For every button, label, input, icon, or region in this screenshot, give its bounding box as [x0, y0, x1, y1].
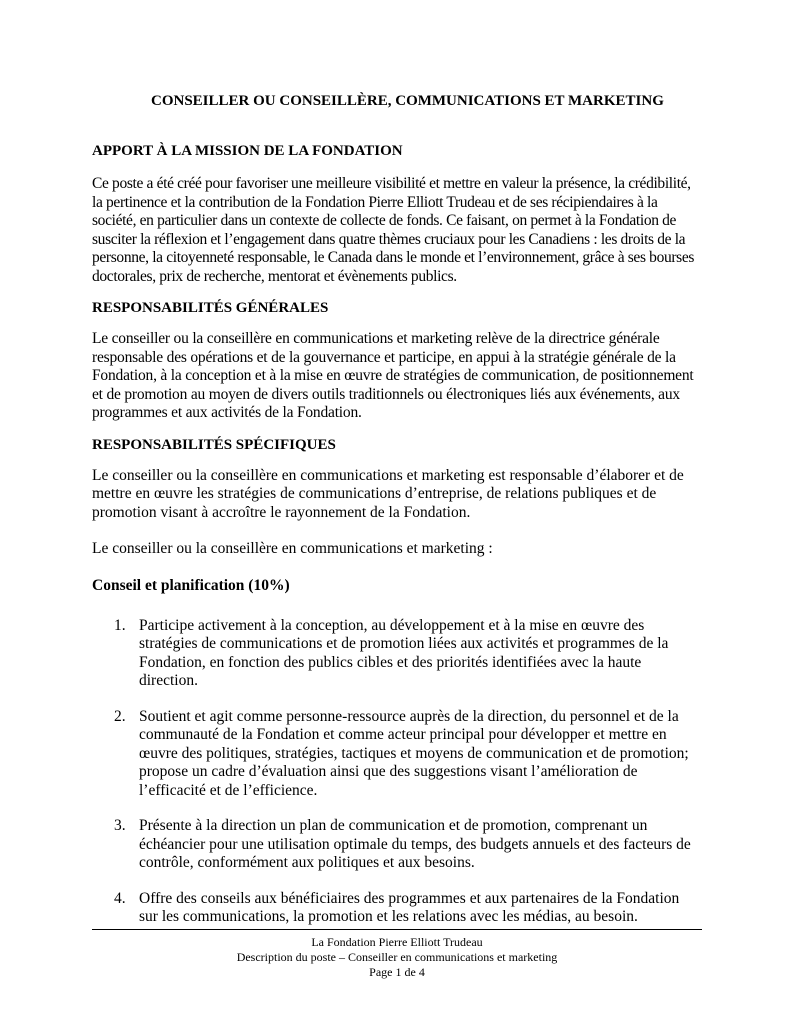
page-footer: [92, 929, 702, 980]
general-responsibilities-paragraph: Le conseiller ou la conseillère en communications et marketing relève de la directrice générale responsable des opérations et de la gouvernance et participe, en appui à la stratégie générale de la Fondation, à la conception et à la mise en œuvre de stratégies de communication, de positionnement et de promotion au moyen de divers outils traditionnels ou électroniques liés aux événements, aux programmes et aux activités de la Fondation.: [92, 330, 694, 421]
list-item-number: 3.: [114, 817, 126, 834]
list-item-text: Participe activement à la conception, au développement et à la mise en œuvre des stratégies de communications et de promotion liées aux activités et programmes de la Fondation, en fonction des publics cibles et des priorités identifiées avec la haute direction.: [139, 616, 669, 689]
specific-responsibilities-intro: Le conseiller ou la conseillère en communications et marketing :: [92, 540, 493, 557]
footer-page-number: Page 1 de 4: [369, 965, 425, 979]
document-page: [92, 92, 702, 944]
list-item: [92, 890, 702, 927]
list-item-text: Présente à la direction un plan de communication et de promotion, comprenant un échéancier pour une utilisation optimale du temps, des budgets annuels et des facteurs de contrôle, conformément aux politiques et aux besoins.: [139, 817, 691, 871]
list-item: [92, 708, 702, 801]
list-item: [92, 617, 702, 691]
footer-organization: La Fondation Pierre Elliott Trudeau: [311, 935, 483, 949]
specific-responsibilities-paragraph: Le conseiller ou la conseillère en communications et marketing est responsable d’élaborer et de mettre en œuvre les stratégies de communications d’entreprise, de relations publiques et de promotion visant à accroître le rayonnement de la Fondation.: [92, 466, 684, 521]
list-item-text: Offre des conseils aux bénéficiaires des programmes et aux partenaires de la Fondation sur les communications, la promotion et les relations avec les médias, au besoin.: [139, 889, 680, 925]
general-responsibilities-heading: RESPONSABILITÉS GÉNÉRALES: [92, 300, 329, 316]
document-title: CONSEILLER OU CONSEILLÈRE, COMMUNICATIONS ET MARKETING: [151, 93, 664, 109]
footer-description: Description du poste – Conseiller en communications et marketing: [236, 950, 558, 964]
specific-responsibilities-heading: RESPONSABILITÉS SPÉCIFIQUES: [92, 436, 336, 453]
conseil-list: [92, 617, 702, 927]
list-item-number: 1.: [114, 616, 126, 634]
mission-paragraph: Ce poste a été créé pour favoriser une meilleure visibilité et mettre en valeur la présence, la crédibilité, la pertinence et la contribution de la Fondation Pierre Elliott Trudeau et de ses récipiendaires à la société, en particulier dans un contexte de collecte de fonds. Ce faisant, on permet à la Fondation de susciter la réflexion et l’engagement dans quatre thèmes cruciaux pour les Canadiens : les droits de la personne, la citoyenneté responsable, le Canada dans le monde et l’environnement, grâce à ses bourses doctorales, prix de recherche, mentorat et évènements publics.: [92, 175, 695, 285]
list-item-number: 4.: [114, 889, 126, 907]
mission-heading: APPORT À LA MISSION DE LA FONDATION: [92, 143, 403, 159]
conseil-planification-heading: Conseil et planification (10%): [92, 576, 290, 594]
list-item-number: 2.: [114, 707, 126, 725]
list-item: [92, 817, 702, 873]
list-item-text: Soutient et agit comme personne-ressource auprès de la direction, du personnel et de la communauté de la Fondation et comme acteur principal pour développer et mettre en œuvre des politiques, stratégies, tactiques et moyens de communication et de promotion; propose un cadre d’évaluation ainsi que des suggestions visant l’amélioration de l’efficacité et de l’efficience.: [139, 707, 689, 799]
